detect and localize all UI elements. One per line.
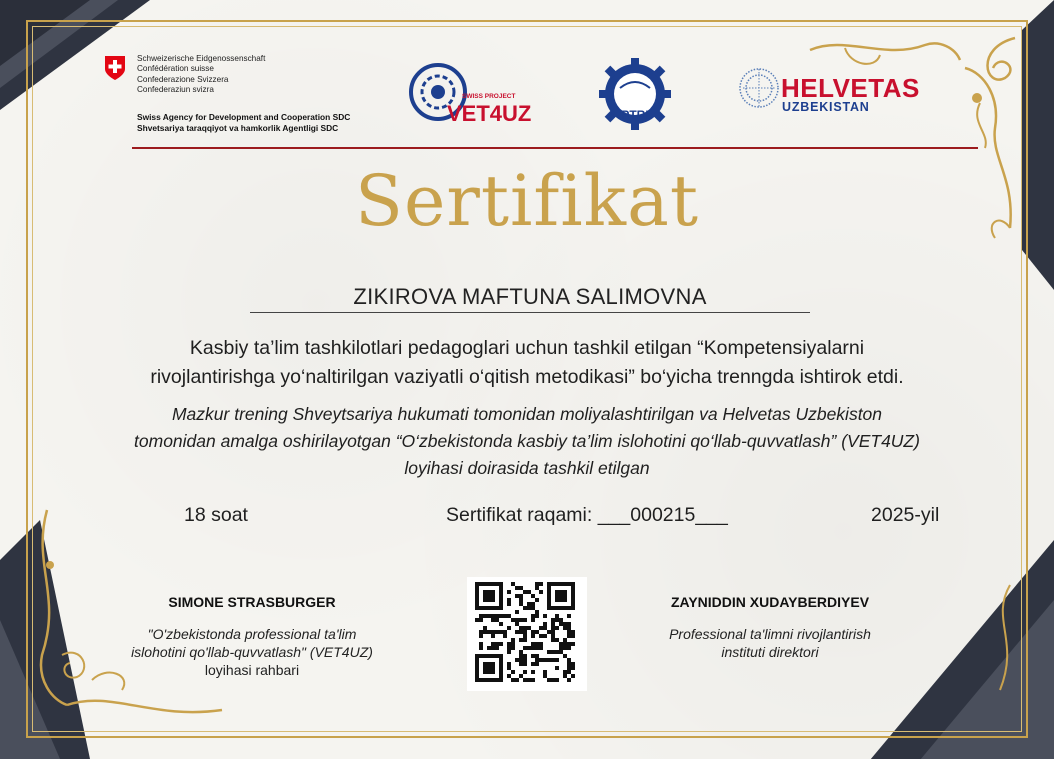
hours-text: 18 soat	[184, 504, 248, 526]
right-signatory-role	[620, 625, 920, 661]
sdc-line: Confédération suisse	[137, 64, 214, 74]
note-line: tomonidan amalga oshirilayotgan “O‘zbekistonda kasbiy ta’lim islohotini qo‘llab-quvvatlash” (VET4UZ)	[134, 431, 920, 451]
left-role-line: islohotini qo'llab-quvvatlash" (VET4UZ)	[131, 644, 373, 660]
header-divider	[132, 147, 978, 149]
qr-code-icon	[467, 577, 587, 691]
ornament-bottom-right	[960, 580, 1030, 700]
left-signatory-role	[100, 625, 404, 661]
vet4uz-label: VET4UZ	[447, 101, 532, 126]
ornament-bottom-left	[22, 505, 232, 735]
left-role-line: "O'zbekistonda professional ta'lim	[147, 626, 357, 642]
certificate-number-label: Sertifikat raqami:	[446, 504, 598, 526]
vet4uz-top-text: SWISS PROJECT	[462, 93, 516, 100]
body-line: Kasbiy ta’lim tashkilotlari pedagoglari uchun tashkil etilgan “Kompetensiyalarni	[189, 337, 865, 359]
right-signatory-name: ZAYNIDDIN XUDAYBERDIYEV	[670, 594, 870, 610]
certificate-number-row	[446, 504, 728, 527]
left-signatory-name: SIMONE STRASBURGER	[168, 594, 336, 610]
year-text: 2025-yil	[871, 504, 940, 526]
helvetas-globe-icon	[738, 66, 780, 110]
helvetas-label: HELVETAS	[781, 73, 920, 103]
recipient-name: ZIKIROVA MAFTUNA SALIMOVNA	[353, 284, 707, 309]
swiss-flag-icon	[104, 55, 126, 81]
right-role-line: instituti direktori	[721, 644, 819, 660]
sdc-agency-line: Shvetsariya taraqqiyot va hamkorlik Agentligi SDC	[137, 123, 339, 133]
certificate-title: Sertifikat	[355, 160, 699, 242]
ornament-top-right	[955, 28, 1035, 258]
note-line: loyihasi doirasida tashkil etilgan	[404, 458, 650, 478]
sdc-line: Confederaziun svizra	[137, 84, 214, 94]
sdc-agency-block	[137, 112, 377, 134]
body-line: rivojlantirishga yo‘naltirilgan vaziyatli o‘qitish metodikasi” bo‘yicha trenngda ishtirok etdi.	[150, 366, 904, 388]
note-line: Mazkur trening Shveytsariya hukumati tomonidan moliyalashtirilgan va Helvetas Uzbekiston	[171, 404, 883, 424]
sdc-line: Confederazione Svizzera	[137, 74, 229, 84]
left-signatory-role-last: loyihasi rahbari	[204, 662, 300, 678]
certificate-body	[60, 334, 994, 392]
helvetas-sub-label: UZBEKISTAN	[782, 100, 870, 114]
ptri-label: PTRI	[621, 108, 649, 122]
right-role-line: Professional ta'limni rivojlantirish	[669, 626, 871, 642]
certificate-note	[60, 401, 994, 482]
sdc-text-block	[137, 54, 337, 95]
certificate-number-value: ___000215___	[597, 504, 728, 526]
qr-code[interactable]	[467, 577, 587, 691]
recipient-underline	[250, 312, 810, 313]
sdc-line: Schweizerische Eidgenossenschaft	[137, 54, 266, 63]
sdc-agency-line: Swiss Agency for Development and Cooperation SDC	[137, 112, 351, 122]
